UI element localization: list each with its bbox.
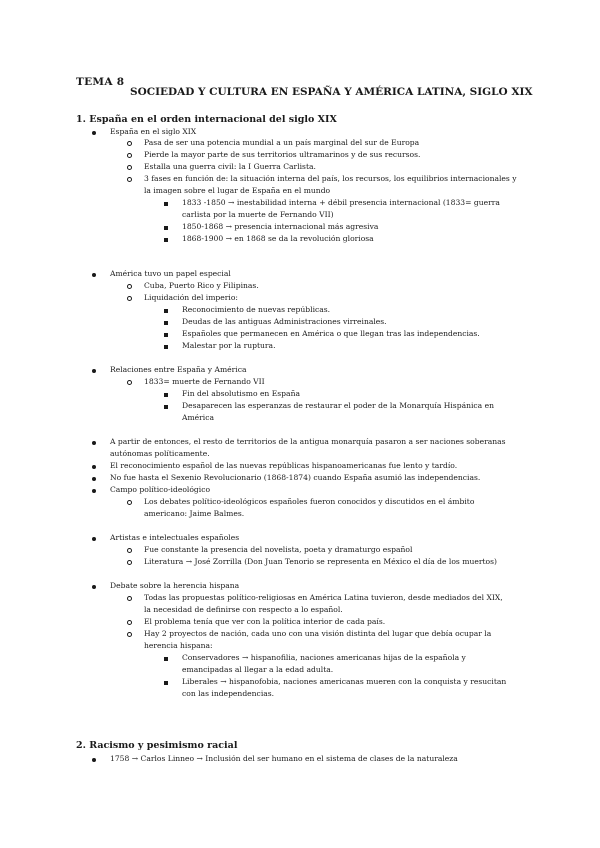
list-item: El problema tenía que ver con la política interior de cada país. — [144, 617, 386, 626]
bullet-circle-icon — [127, 151, 132, 161]
bullet-square-icon — [164, 678, 168, 688]
list-item-continuation: la necesidad de definirse con respecto a lo español. — [144, 605, 343, 614]
list-item: Reconocimiento de nuevas repúblicas. — [182, 305, 331, 314]
bullet-circle-icon — [127, 175, 132, 185]
bullet-dot-icon — [92, 438, 96, 448]
list-item: Malestar por la ruptura. — [182, 341, 276, 350]
list-item: España en el siglo XIX — [110, 127, 197, 136]
list-item: Españoles que permanecen en América o que llegan tras las independencias. — [182, 329, 480, 338]
list-item: Todas las propuestas político-religiosas en América Latina tuvieron, desde mediados del XIX, — [144, 593, 503, 602]
bullet-square-icon — [164, 390, 168, 400]
list-item: Conservadores → hispanofilia, naciones americanas hijas de la española y — [182, 653, 466, 662]
list-item: No fue hasta el Sexenio Revolucionario (1868-1874) cuando España asumió las independencias. — [110, 473, 481, 482]
bullet-dot-icon — [92, 474, 96, 484]
bullet-dot-icon — [92, 366, 96, 376]
section-heading-1: 1. España en el orden internacional del siglo XIX — [76, 114, 337, 125]
list-item: Deudas de las antiguas Administraciones virreinales. — [182, 317, 387, 326]
list-item: Campo político-ideológico — [110, 485, 211, 494]
list-item-continuation: herencia hispana: — [144, 641, 213, 650]
bullet-circle-icon — [127, 294, 132, 304]
list-item: Liquidación del imperio: — [144, 293, 238, 302]
bullet-square-icon — [164, 223, 168, 233]
bullet-circle-icon — [127, 546, 132, 556]
bullet-circle-icon — [127, 163, 132, 173]
list-item: Hay 2 proyectos de nación, cada uno con una visión distinta del lugar que debía ocupar la — [144, 629, 492, 638]
list-item: 1833 -1850 → inestabilidad interna + débil presencia internacional (1833= guerra — [182, 198, 500, 207]
bullet-square-icon — [164, 654, 168, 664]
list-item-continuation: americano: Jaime Balmes. — [144, 509, 245, 518]
list-item: Los debates político-ideológicos españoles fueron conocidos y discutidos en el ámbito — [144, 497, 475, 506]
bullet-square-icon — [164, 306, 168, 316]
list-item: Artistas e intelectuales españoles — [110, 533, 240, 542]
bullet-circle-icon — [127, 618, 132, 628]
bullet-dot-icon — [92, 755, 96, 765]
list-item-continuation: con las independencias. — [182, 689, 275, 698]
list-item: Estalla una guerra civil: la I Guerra Carlista. — [144, 162, 316, 171]
list-item-continuation: carlista por la muerte de Fernando VII) — [182, 210, 334, 219]
bullet-square-icon — [164, 235, 168, 245]
list-item: América tuvo un papel especial — [110, 269, 231, 278]
bullet-square-icon — [164, 342, 168, 352]
page-title: SOCIEDAD Y CULTURA EN ESPAÑA Y AMÉRICA LATINA, SIGLO XIX — [130, 86, 533, 98]
bullet-dot-icon — [92, 534, 96, 544]
bullet-circle-icon — [127, 139, 132, 149]
list-item: Fue constante la presencia del novelista, poeta y dramaturgo español — [144, 545, 413, 554]
list-item: Fin del absolutismo en España — [182, 389, 300, 398]
bullet-square-icon — [164, 330, 168, 340]
bullet-circle-icon — [127, 594, 132, 604]
list-item: A partir de entonces, el resto de territorios de la antigua monarquía pasaron a ser naciones soberanas — [110, 437, 506, 446]
list-item: 3 fases en función de: la situación interna del país, los recursos, los equilibrios internacionales y — [144, 174, 517, 183]
list-item: 1758 → Carlos Linneo → Inclusión del ser humano en el sistema de clases de la naturaleza — [110, 754, 458, 763]
bullet-square-icon — [164, 318, 168, 328]
list-item-continuation: autónomas políticamente. — [110, 449, 210, 458]
list-item: 1833= muerte de Fernando VII — [144, 377, 265, 386]
list-item: Liberales → hispanofobia, naciones americanas mueren con la conquista y resucitan — [182, 677, 507, 686]
bullet-square-icon — [164, 199, 168, 209]
list-item: 1868-1900 → en 1868 se da la revolución gloriosa — [182, 234, 374, 243]
bullet-dot-icon — [92, 582, 96, 592]
list-item: 1850-1868 → presencia internacional más agresiva — [182, 222, 379, 231]
list-item: Desaparecen las esperanzas de restaurar el poder de la Monarquía Hispánica en — [182, 401, 494, 410]
list-item: Pasa de ser una potencia mundial a un país marginal del sur de Europa — [144, 138, 420, 147]
list-item-continuation: emancipadas al llegar a la edad adulta. — [182, 665, 334, 674]
list-item-continuation: la imagen sobre el lugar de España en el mundo — [144, 186, 331, 195]
bullet-circle-icon — [127, 378, 132, 388]
section-heading-2: 2. Racismo y pesimismo racial — [76, 740, 238, 751]
bullet-square-icon — [164, 402, 168, 412]
bullet-dot-icon — [92, 270, 96, 280]
bullet-dot-icon — [92, 486, 96, 496]
bullet-circle-icon — [127, 630, 132, 640]
bullet-dot-icon — [92, 128, 96, 138]
list-item: Pierde la mayor parte de sus territorios ultramarinos y de sus recursos. — [144, 150, 421, 159]
list-item: El reconocimiento español de las nuevas repúblicas hispanoamericanas fue lento y tardío. — [110, 461, 458, 470]
tema-label: TEMA 8 — [76, 76, 125, 88]
bullet-dot-icon — [92, 462, 96, 472]
bullet-circle-icon — [127, 282, 132, 292]
list-item: Literatura → José Zorrilla (Don Juan Tenorio se representa en México el día de los muertos) — [144, 557, 497, 566]
title-block — [76, 76, 540, 98]
list-item: Debate sobre la herencia hispana — [110, 581, 240, 590]
bullet-circle-icon — [127, 558, 132, 568]
list-item: Relaciones entre España y América — [110, 365, 247, 374]
list-item-continuation: América — [182, 413, 215, 422]
list-item: Cuba, Puerto Rico y Filipinas. — [144, 281, 259, 290]
bullet-circle-icon — [127, 498, 132, 508]
